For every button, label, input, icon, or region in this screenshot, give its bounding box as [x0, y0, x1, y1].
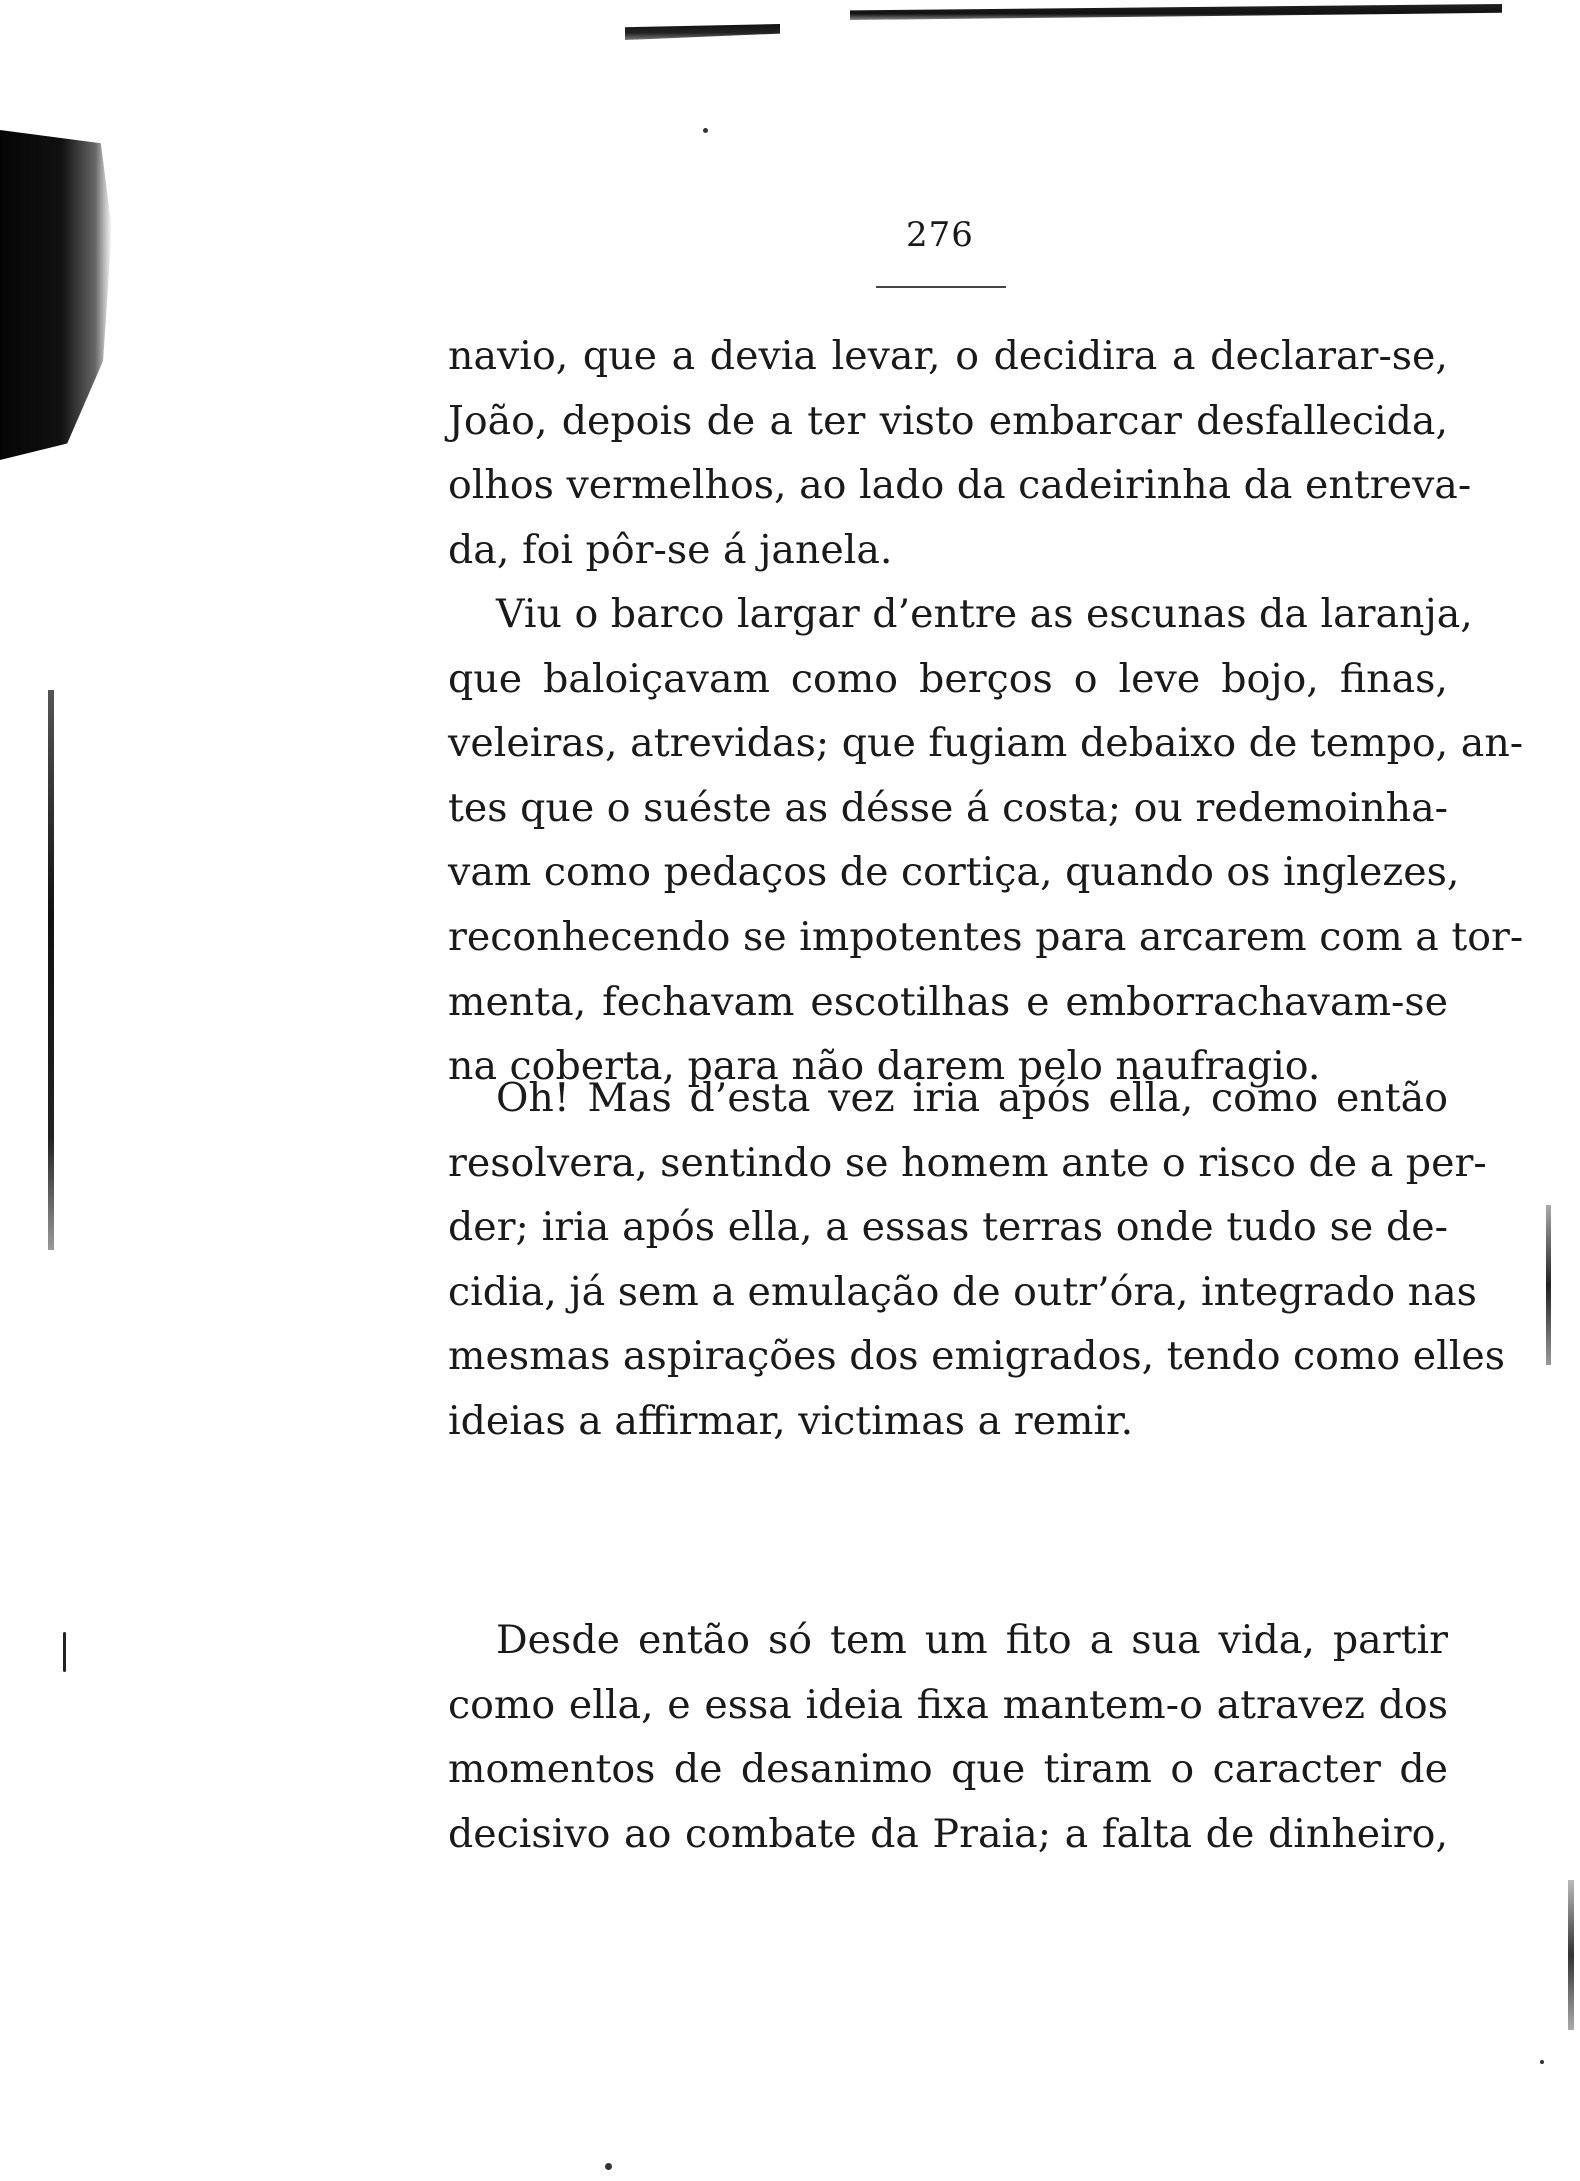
text-line: Desde então só tem um fito a sua vida, partir: [496, 1617, 1448, 1663]
text-line: der; iria após ella, a essas terras onde tudo se de-: [448, 1204, 1448, 1251]
scan-artifact-top-right: [850, 4, 1502, 20]
scan-speck: [605, 2163, 612, 2170]
text-line: na coberta, para não darem pelo naufragio.: [448, 1043, 1321, 1090]
page-number: 276: [906, 215, 974, 255]
paragraph: [448, 582, 1524, 1099]
scan-speck: [63, 1632, 66, 1672]
scan-artifact-left-line: [48, 690, 54, 1250]
text-line: mesmas aspirações dos emigrados, tendo como elles: [448, 1333, 1506, 1380]
text-line: tes que o suéste as désse á costa; ou redemoinha-: [448, 784, 1448, 831]
paragraph: [448, 1066, 1506, 1454]
text-line: como ella, e essa ideia fixa mantem-o atravez dos: [448, 1681, 1448, 1728]
text-line: ideias a affirmar, victimas a remir.: [448, 1397, 1134, 1444]
paragraph: [448, 324, 1472, 582]
scan-speck: [1540, 2060, 1544, 2064]
text-line: da, foi pôr-se á janela.: [448, 526, 893, 573]
header-rule: [876, 286, 1006, 288]
text-line: Viu o barco largar d’entre as escunas da laranja,: [496, 591, 1473, 637]
text-line: Oh! Mas d’esta vez iria após ella, como então: [496, 1075, 1448, 1121]
scan-artifact-right-line: [1546, 1205, 1551, 1365]
scan-artifact-right-line-lower: [1568, 1880, 1574, 2030]
text-line: olhos vermelhos, ao lado da cadeirinha da entreva-: [448, 462, 1472, 509]
text-line: resolvera, sentindo se homem ante o risco de a per-: [448, 1139, 1487, 1186]
text-line: menta, fechavam escotilhas e emborrachavam-se: [448, 978, 1448, 1025]
text-line: cidia, já sem a emulação de outr’óra, integrado nas: [448, 1268, 1477, 1315]
text-line: que baloiçavam como berços o leve bojo, finas,: [448, 655, 1448, 702]
text-line: veleiras, atrevidas; que fugiam debaixo de tempo, an-: [448, 720, 1524, 767]
text-line: João, depois de a ter visto embarcar desfallecida,: [448, 397, 1448, 444]
text-line: momentos de desanimo que tiram o caracter de: [448, 1746, 1448, 1793]
text-line: decisivo ao combate da Praia; a falta de dinheiro,: [448, 1810, 1448, 1857]
paragraph: [448, 1608, 1448, 1866]
text-line: reconhecendo se impotentes para arcarem com a tor-: [448, 913, 1524, 960]
scan-speck: [703, 128, 708, 133]
text-line: vam como pedaços de cortiça, quando os inglezes,: [448, 849, 1460, 896]
scan-artifact-left-edge: [0, 130, 112, 460]
scan-artifact-top-left: [625, 24, 780, 40]
text-line: navio, que a devia levar, o decidira a declarar-se,: [448, 333, 1448, 379]
